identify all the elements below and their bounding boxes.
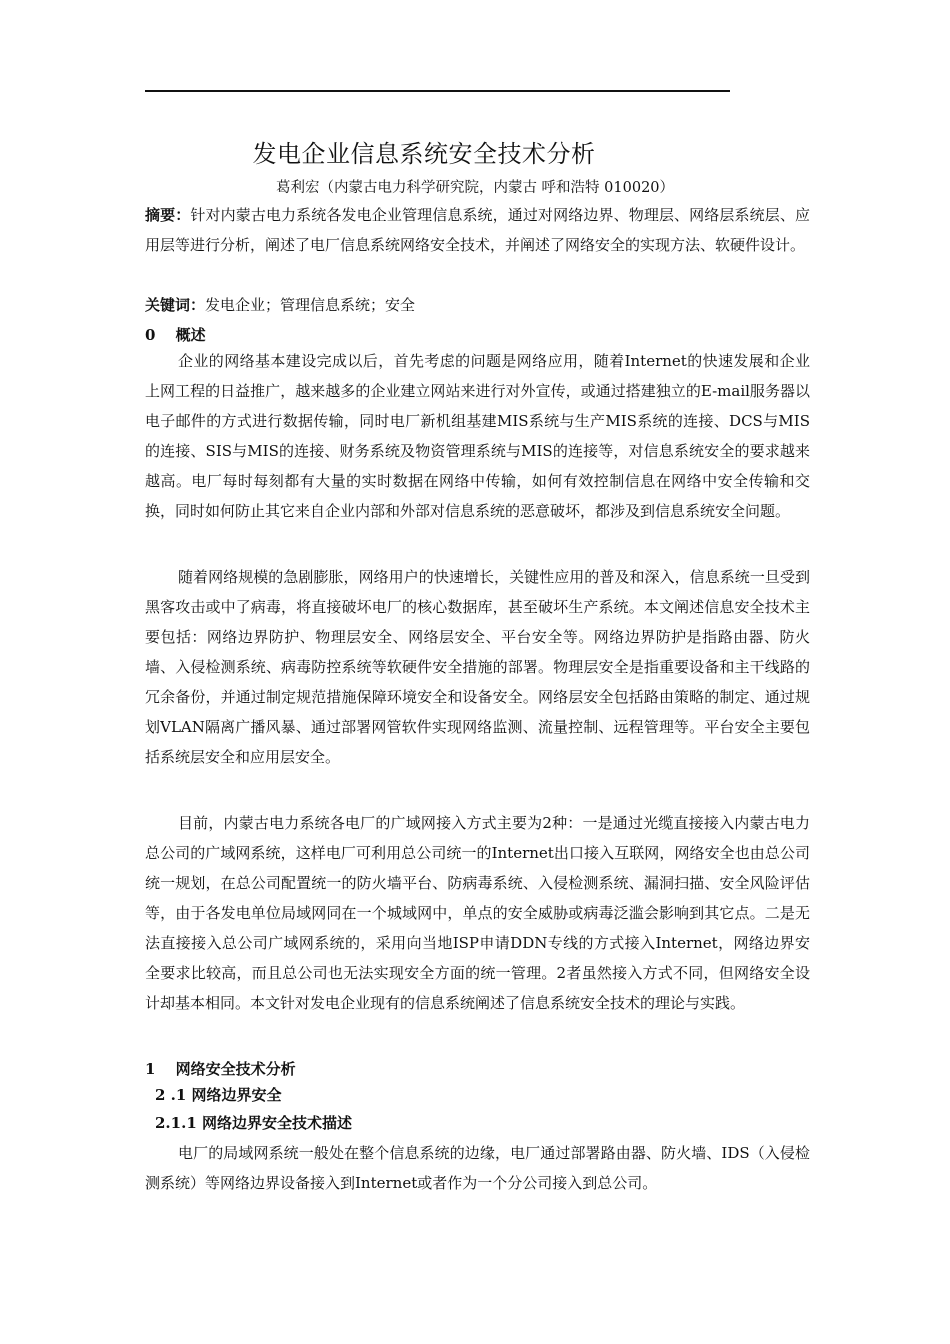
abstract: [145, 200, 810, 260]
author-affiliation: 葛利宏（内蒙古电力科学研究院，内蒙古 呼和浩特 010020）: [275, 180, 675, 196]
keywords: [145, 290, 810, 320]
header-rule: [145, 90, 730, 92]
section-heading-0: 0 概述: [145, 326, 206, 344]
section-heading-2-1-1: 2.1.1 网络边界安全技术描述: [155, 1114, 352, 1132]
abstract-label: 摘要：: [145, 206, 191, 224]
keywords-label: 关键词：: [145, 296, 206, 314]
abstract-text: 针对内蒙古电力系统各发电企业管理信息系统，通过对网络边界、物理层、网络层系统层、应用层等进行分析，阐述了电厂信息系统网络安全技术，并阐述了网络安全的实现方法、软硬件设计。: [145, 206, 810, 254]
section-heading-2-1: 2 .1 网络边界安全: [155, 1086, 282, 1104]
paragraph-1: 企业的网络基本建设完成以后，首先考虑的问题是网络应用，随着Internet的快速发展和企业上网工程的日益推广，越来越多的企业建立网站来进行对外宣传，或通过搭建独立的E-mail服务器以电子邮件的方式进行数据传输，同时电厂新机组基建MIS系统与生产MIS系统的连接、DCS与MIS的连接、SIS与MIS的连接、财务系统及物资管理系统与MIS的连接等，对信息系统安全的要求越来越高。电厂每时每刻都有大量的实时数据在网络中传输，如何有效控制信息在网络中安全传输和交换，同时如何防止其它来自企业内部和外部对信息系统的恶意破坏，都涉及到信息系统安全问题。: [145, 352, 810, 520]
paragraph-4: 电厂的局域网系统一般处在整个信息系统的边缘，电厂通过部署路由器、防火墙、IDS（入侵检测系统）等网络边界设备接入到Internet或者作为一个分公司接入到总公司。: [145, 1144, 810, 1192]
paragraph-2: 随着网络规模的急剧膨胀，网络用户的快速增长，关键性应用的普及和深入，信息系统一旦受到黑客攻击或中了病毒，将直接破坏电厂的核心数据库，甚至破坏生产系统。本文阐述信息安全技术主要包括：网络边界防护、物理层安全、网络层安全、平台安全等。网络边界防护是指路由器、防火墙、入侵检测系统、病毒防控系统等软硬件安全措施的部署。物理层安全是指重要设备和主干线路的冗余备份，并通过制定规范措施保障环境安全和设备安全。网络层安全包括路由策略的制定、通过规划VLAN隔离广播风暴、通过部署网管软件实现网络监测、流量控制、远程管理等。平台安全主要包括系统层安全和应用层安全。: [145, 568, 810, 766]
section-heading-1: 1 网络安全技术分析: [145, 1060, 296, 1078]
paper-title: 发电企业信息系统安全技术分析: [252, 140, 596, 168]
paragraph-3: 目前，内蒙古电力系统各电厂的广域网接入方式主要为2种：一是通过光缆直接接入内蒙古电力总公司的广域网系统，这样电厂可利用总公司统一的Internet出口接入互联网，网络安全也由总公司统一规划，在总公司配置统一的防火墙平台、防病毒系统、入侵检测系统、漏洞扫描、安全风险评估等，由于各发电单位局域网同在一个城域网中，单点的安全威胁或病毒泛滥会影响到其它点。二是无法直接接入总公司广域网系统的，采用向当地ISP申请DDN专线的方式接入Internet，网络边界安全要求比较高，而且总公司也无法实现安全方面的统一管理。2者虽然接入方式不同，但网络安全设计却基本相同。本文针对发电企业现有的信息系统阐述了信息系统安全技术的理论与实践。: [145, 814, 810, 1012]
keywords-text: 发电企业；管理信息系统；安全: [205, 296, 416, 314]
